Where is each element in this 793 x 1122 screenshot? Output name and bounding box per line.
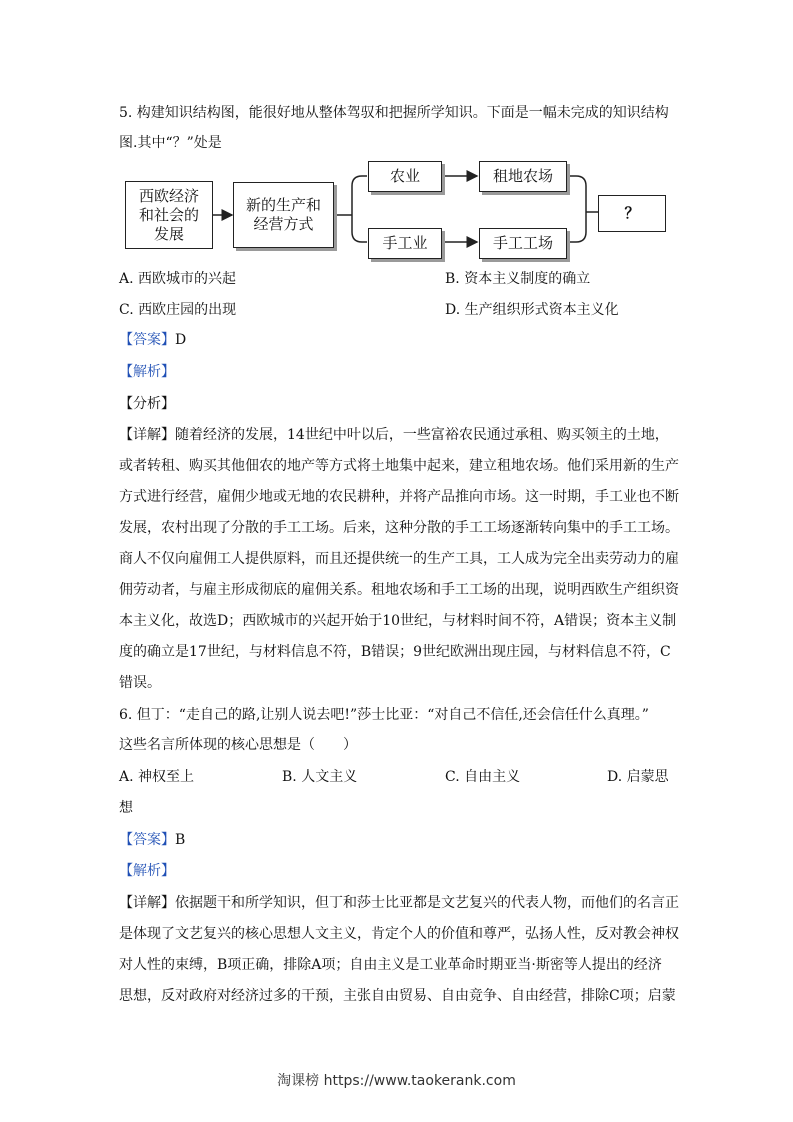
q5-detail-line: 度的确立是17世纪，与材料信息不符，B错误；9世纪欧洲出现庄园，与材料信息不符，C [119, 644, 671, 660]
q5-detail-line: 佣劳动者，与雇主形成彻底的雇佣关系。租地农场和手工工场的出现，说明西欧生产组织资 [119, 582, 679, 598]
q5-detail-line: 【详解】随着经济的发展，14世纪中叶以后，一些富裕农民通过承租、购买领主的土地， [119, 427, 669, 443]
q6-detail-line: 【详解】依据题干和所学知识，但丁和莎士比亚都是文艺复兴的代表人物，而他们的名言正 [119, 895, 679, 911]
q6-answer: 【答案】B [119, 832, 186, 848]
q5-answer: 【答案】D [119, 332, 187, 348]
q6-detail-line: 对人性的束缚，B项正确，排除A项；自由主义是工业革命时期亚当·斯密等人提出的经济 [119, 957, 662, 973]
q6-analysis-tag: 【解析】 [119, 863, 175, 879]
q5-detail-line: 错误。 [119, 675, 161, 691]
box-western-europe-development: 西欧经济 和社会的 发展 [125, 181, 213, 249]
q5-option-b: B. 资本主义制度的确立 [445, 271, 591, 287]
box-rented-farm: 租地农场 [479, 161, 567, 192]
q5-option-a: A. 西欧城市的兴起 [119, 271, 237, 287]
q5-detail-line: 本主义化，故选D；西欧城市的兴起开始于10世纪，与材料时间不符，A错误；资本主义制 [119, 613, 677, 629]
box-agriculture: 农业 [368, 161, 442, 192]
q6-detail-line: 思想，反对政府对经济过多的干预，主张自由贸易、自由竞争、自由经营，排除C项；启蒙 [119, 988, 676, 1004]
page-footer-watermark: 淘课榜 https://www.taokerank.com [277, 1073, 516, 1089]
q5-detail-line: 发展，农村出现了分散的手工工场。后来，这种分散的手工工场逐渐转向集中的手工工场。 [119, 520, 679, 536]
box-workshop: 手工工场 [479, 228, 567, 259]
diagram-connectors [0, 0, 793, 260]
merge-bracket [566, 176, 586, 242]
q5-detail-line: 方式进行经营，雇佣少地或无地的农民耕种，并将产品推向市场。这一时期，手工业也不断 [119, 489, 679, 505]
box-unknown: ？ [598, 195, 666, 232]
q5-detail-line: 或者转租、购买其他佃农的地产等方式将土地集中起来，建立租地农场。他们采用新的生产 [119, 458, 679, 474]
box-new-production-mode: 新的生产和 经营方式 [233, 182, 334, 248]
q6-detail-line: 是体现了文艺复兴的核心思想人文主义，肯定个人的价值和尊严，弘扬人性，反对教会神权 [119, 926, 679, 942]
box-handicraft: 手工业 [368, 228, 442, 259]
q5-stem-line1: 5. 构建知识结构图，能很好地从整体驾驭和把握所学知识。下面是一幅未完成的知识结构 [119, 105, 669, 121]
q5-option-d: D. 生产组织形式资本主义化 [445, 302, 619, 318]
q6-stem-line1: 6. 但丁：“走自己的路,让别人说去吧!”莎士比亚：“对自己不信任,还会信任什么真理。” [119, 707, 649, 723]
q6-option-d: D. 启蒙思 [607, 769, 669, 785]
q5-analysis-tag: 【解析】 [119, 364, 175, 380]
q5-detail-line: 商人不仅向雇佣工人提供原料，而且还提供统一的生产工具，工人成为完全出卖劳动力的雇 [119, 551, 679, 567]
q6-option-b: B. 人文主义 [282, 769, 358, 785]
q6-option-c: C. 自由主义 [445, 769, 521, 785]
branch-bracket [352, 176, 362, 242]
q5-option-c: C. 西欧庄园的出现 [119, 302, 237, 318]
q6-option-a: A. 神权至上 [119, 769, 195, 785]
q6-stem-line2: 这些名言所体现的核心思想是（ ） [119, 737, 357, 753]
q5-fenxi-tag: 【分析】 [119, 396, 175, 412]
q6-option-d-wrap: 想 [119, 800, 133, 816]
q5-stem-line2: 图.其中“？”处是 [119, 135, 222, 151]
